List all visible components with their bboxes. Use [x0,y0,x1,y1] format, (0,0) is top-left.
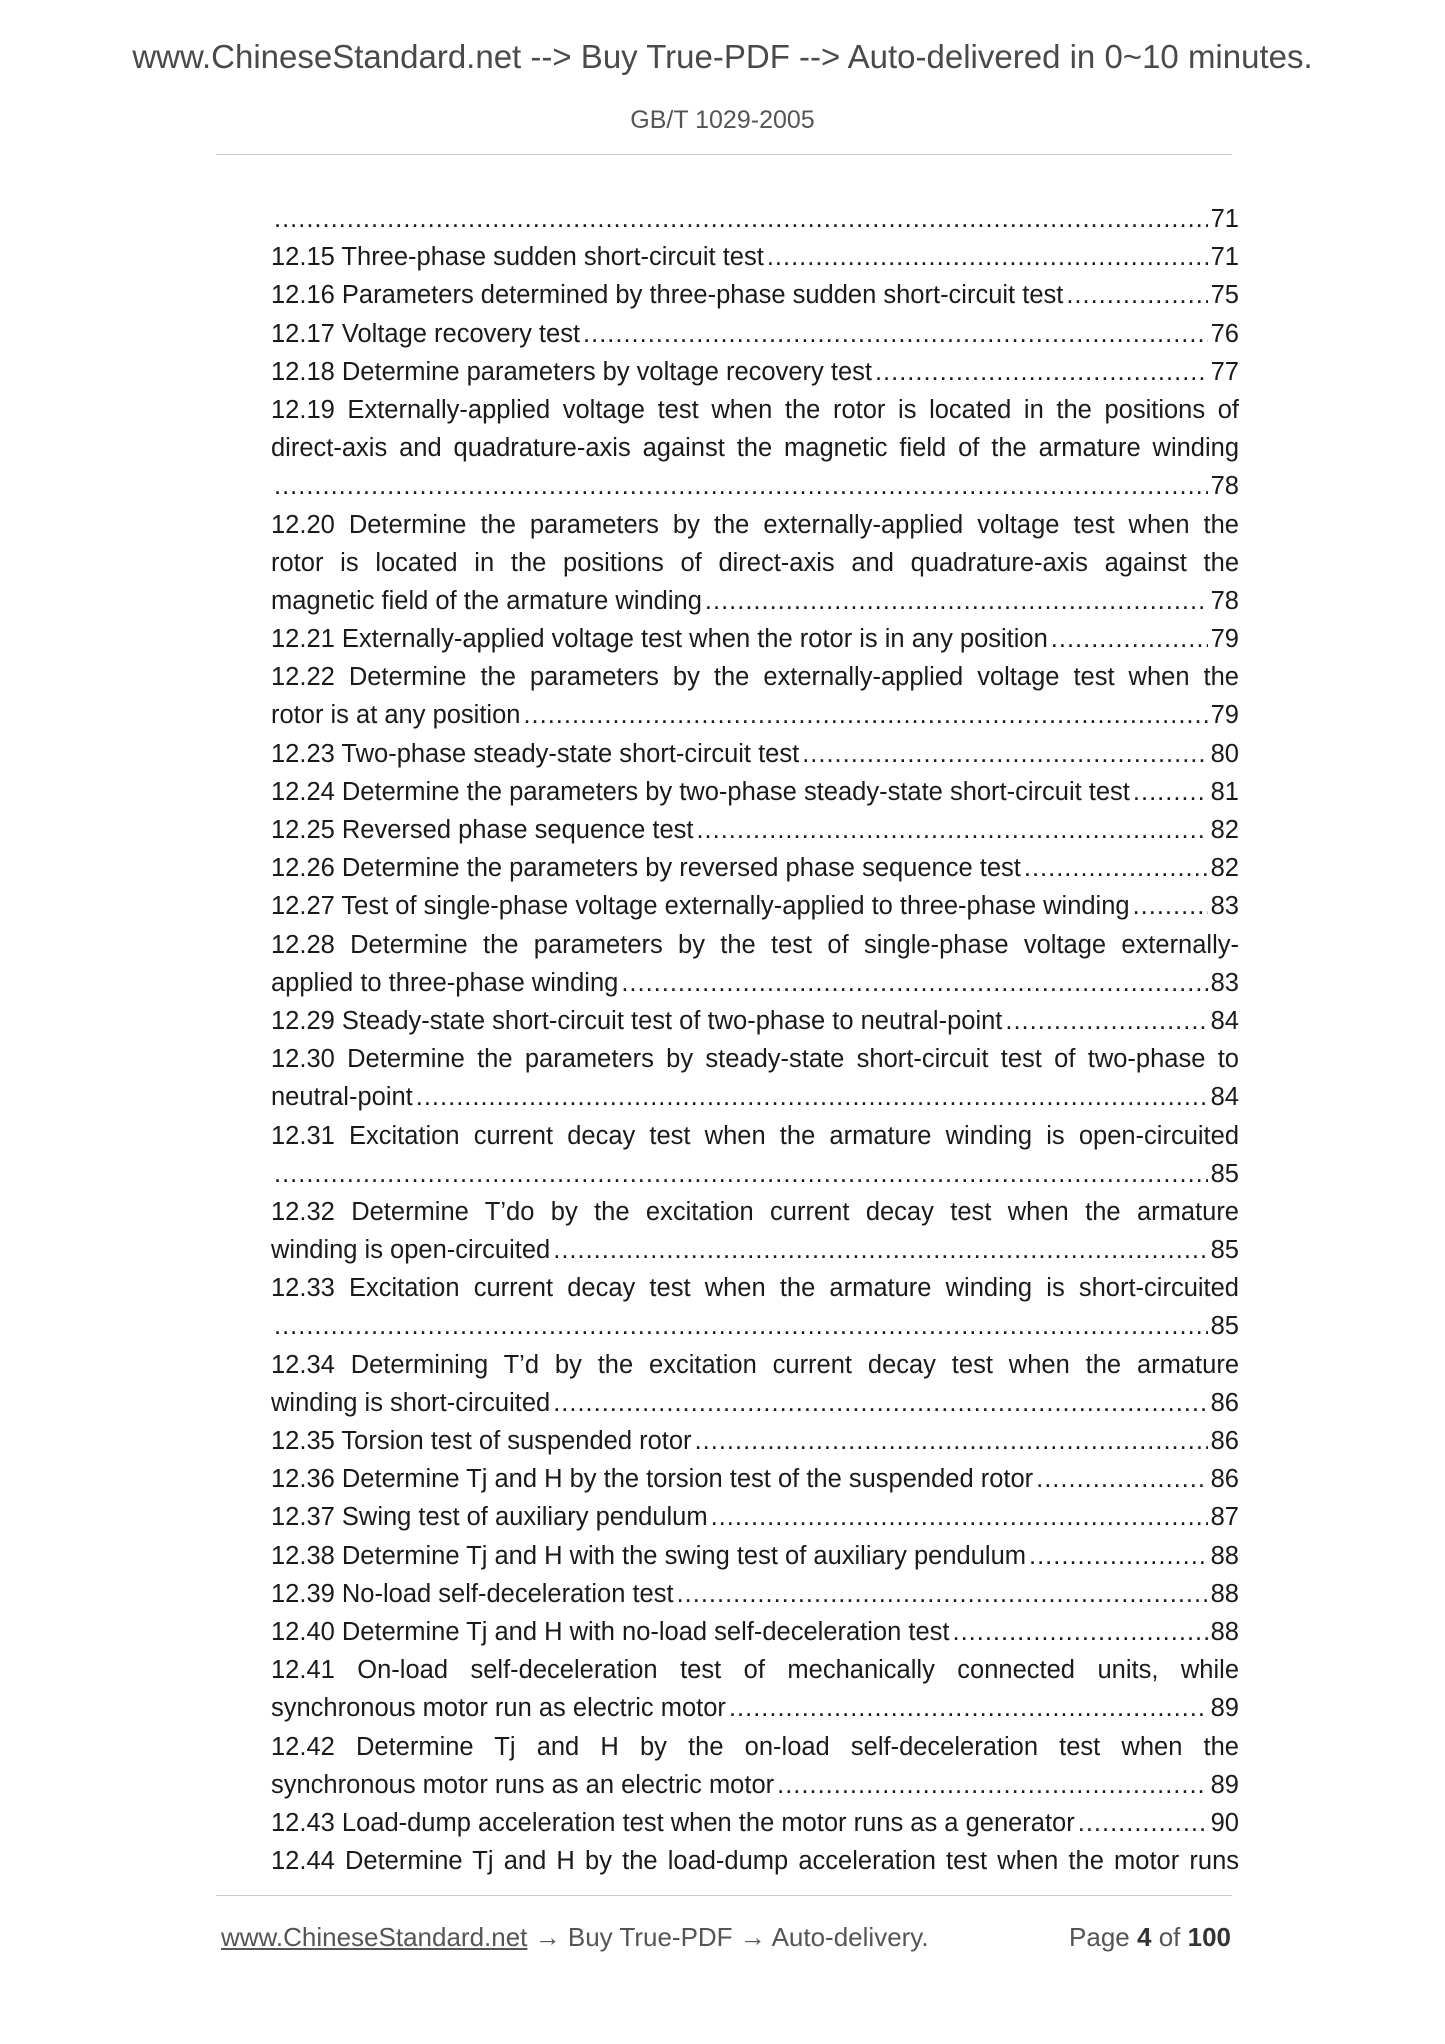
toc-line[interactable] [271,1040,1239,1078]
toc-line[interactable] [271,773,1239,811]
toc-line[interactable] [271,506,1239,544]
toc-entry-title: 12.37 Swing test of auxiliary pendulum [271,1503,708,1532]
toc-line[interactable] [271,696,1239,734]
toc-entry-title: 12.22 Determine the parameters by the externally-applied voltage test when the [271,663,1239,692]
toc-dot-leader [802,735,1207,773]
site-banner: www.ChineseStandard.net --> Buy True-PDF --> Auto-delivered in 0~10 minutes. [132,38,1313,75]
toc-line[interactable] [271,353,1239,391]
toc-dot-leader [1036,1460,1207,1498]
toc-line[interactable] [271,1269,1239,1307]
toc-page-number: 86 [1210,1465,1239,1494]
toc-entry-title: applied to three-phase winding [271,968,619,997]
toc-page-number: 87 [1210,1503,1239,1532]
toc-entry-title: 12.34 Determining T’d by the excitation current decay test when the armature [271,1350,1239,1379]
toc-line[interactable] [271,1231,1239,1269]
toc-dot-leader [677,1575,1208,1613]
toc-page-number: 79 [1210,625,1239,654]
toc-dot-leader [777,1766,1207,1804]
toc-line[interactable] [271,1422,1239,1460]
toc-page-number: 88 [1210,1579,1239,1608]
toc-line[interactable] [271,315,1239,353]
toc-line[interactable] [271,1651,1239,1689]
page-indicator [1069,1922,1231,1953]
toc-line[interactable] [271,658,1239,696]
toc-entry-title: 12.29 Steady-state short-circuit test of two-phase to neutral-point [271,1006,1003,1035]
toc-page-number: 82 [1210,854,1239,883]
toc-line[interactable] [271,429,1239,467]
toc-dot-leader [274,200,1208,238]
toc-line[interactable] [271,1002,1239,1040]
toc-page-number: 79 [1210,701,1239,730]
toc-line[interactable] [271,1804,1239,1842]
toc-dot-leader [1005,1002,1207,1040]
toc-line[interactable] [271,1537,1239,1575]
toc-entry-title: 12.33 Excitation current decay test when the armature winding is short-circuited [271,1274,1239,1303]
footer-site-link[interactable]: www.ChineseStandard.net [221,1922,528,1952]
toc-line[interactable] [271,1384,1239,1422]
toc-dot-leader [705,582,1208,620]
toc-line[interactable] [271,276,1239,314]
toc-page-number: 88 [1210,1541,1239,1570]
toc-page-number: 90 [1210,1808,1239,1837]
toc-page-number: 86 [1210,1388,1239,1417]
toc-line[interactable] [271,1307,1239,1345]
toc-dot-leader [416,1078,1208,1116]
toc-entry-title: winding is open-circuited [271,1236,551,1265]
toc-dot-leader [695,1422,1208,1460]
toc-page-number: 89 [1210,1694,1239,1723]
toc-page-number: 71 [1210,243,1239,272]
toc-page-number: 81 [1210,777,1239,806]
toc-dot-leader [875,353,1208,391]
toc-dot-leader [952,1613,1207,1651]
toc-line[interactable] [271,391,1239,429]
toc-entry-title: synchronous motor runs as an electric motor [271,1770,775,1799]
toc-entry-title: 12.44 Determine Tj and H by the load-dump acceleration test when the motor runs [271,1847,1239,1876]
toc-entry-title: 12.36 Determine Tj and H by the torsion test of the suspended rotor [271,1465,1034,1494]
toc-dot-leader [274,467,1208,505]
toc-page-number: 85 [1210,1312,1239,1341]
toc-dot-leader [1051,620,1208,658]
toc-entry-title: 12.25 Reversed phase sequence test [271,816,694,844]
toc-entry-title: 12.41 On-load self-deceleration test of mechanically connected units, while [271,1656,1239,1685]
page-current: 4 [1136,1922,1152,1952]
toc-entry-title: 12.15 Three-phase sudden short-circuit test [271,243,764,272]
toc-line[interactable] [271,467,1239,505]
page-label: Page [1069,1922,1130,1952]
toc-line[interactable] [271,1117,1239,1155]
of-label: of [1158,1922,1181,1952]
toc-line[interactable] [271,1155,1239,1193]
toc-line[interactable] [271,964,1239,1002]
toc-dot-leader [583,315,1208,353]
toc-dot-leader [729,1689,1208,1727]
toc-page-number: 89 [1210,1770,1239,1799]
toc-line[interactable] [271,811,1239,849]
page-footer [221,1922,1231,1953]
toc-line[interactable] [271,1728,1239,1766]
toc-entry-title: 12.30 Determine the parameters by steady-state short-circuit test of two-phase to [271,1045,1239,1074]
toc-page-number: 80 [1210,739,1239,768]
toc-entry-title: 12.28 Determine the parameters by the test of single-phase voltage externally- [271,930,1239,959]
toc-line[interactable] [271,887,1239,925]
toc-line[interactable] [271,200,1239,238]
toc-entry-title: 12.20 Determine the parameters by the externally-applied voltage test when the [271,510,1239,539]
toc-entry-title: rotor is at any position [271,701,521,730]
toc-entry-title: 12.23 Two-phase steady-state short-circuit test [271,739,800,768]
toc-entry-title: 12.27 Test of single-phase voltage externally-applied to three-phase winding [271,892,1130,921]
toc-entry-title: 12.32 Determine T’do by the excitation current decay test when the armature [271,1197,1239,1226]
toc-dot-leader [274,1155,1208,1193]
toc-line[interactable] [271,1613,1239,1651]
toc-page-number: 76 [1210,319,1239,348]
toc-page-number: 84 [1210,1083,1239,1112]
toc-line[interactable] [271,620,1239,658]
toc-page-number: 82 [1210,816,1239,844]
toc-page-number: 86 [1210,1427,1239,1455]
standard-code: GB/T 1029-2005 [630,106,815,134]
toc-entry-title: 12.16 Parameters determined by three-phase sudden short-circuit test [271,281,1064,310]
toc-line[interactable] [271,735,1239,773]
toc-dot-leader [553,1384,1207,1422]
toc-line[interactable] [271,849,1239,887]
toc-entry-title: neutral-point [271,1083,413,1112]
toc-line[interactable] [271,1078,1239,1116]
toc-line[interactable] [271,1346,1239,1384]
toc-page-number: 88 [1210,1617,1239,1646]
toc-dot-leader [1024,849,1208,887]
toc-dot-leader [621,964,1207,1002]
toc-line[interactable] [271,582,1239,620]
toc-entry-title: 12.19 Externally-applied voltage test when the rotor is located in the positions of [271,395,1239,424]
toc-line[interactable] [271,238,1239,276]
toc-entry-title: 12.31 Excitation current decay test when the armature winding is open-circuited [271,1121,1239,1150]
toc-page-number: 78 [1210,586,1239,615]
toc-line[interactable] [271,1842,1239,1880]
toc-page-number: 71 [1210,205,1239,233]
toc-dot-leader [523,696,1207,734]
toc-line[interactable] [271,544,1239,582]
toc-line[interactable] [271,926,1239,964]
toc-page-number: 85 [1210,1236,1239,1265]
toc-entry-title: direct-axis and quadrature-axis against the magnetic field of the armature winding [271,434,1239,463]
toc-line[interactable] [271,1689,1239,1727]
toc-dot-leader [1078,1804,1208,1842]
toc-page-number: 84 [1210,1006,1239,1035]
toc-entry-title: 12.43 Load-dump acceleration test when the motor runs as a generator [271,1808,1075,1837]
toc-page-number: 83 [1210,892,1239,921]
toc-entry-title: 12.42 Determine Tj and H by the on-load self-deceleration test when the [271,1732,1239,1761]
toc-entry-title: 12.17 Voltage recovery test [271,319,581,348]
toc-entry-title: 12.39 No-load self-deceleration test [271,1579,674,1608]
toc-dot-leader [1133,773,1208,811]
header-divider [216,154,1232,155]
toc-entry-title: 12.40 Determine Tj and H with no-load self-deceleration test [271,1617,950,1646]
toc-line[interactable] [271,1460,1239,1498]
toc-dot-leader [553,1231,1207,1269]
toc-entry-title: 12.18 Determine parameters by voltage recovery test [271,357,872,386]
toc-dot-leader [274,1307,1208,1345]
toc-page-number: 78 [1210,472,1239,501]
toc-line[interactable] [271,1498,1239,1536]
toc-entry-title: 12.24 Determine the parameters by two-phase steady-state short-circuit test [271,777,1130,806]
toc-line[interactable] [271,1193,1239,1231]
toc-page-number: 77 [1210,357,1239,386]
toc-entry-title: 12.38 Determine Tj and H with the swing test of auxiliary pendulum [271,1541,1027,1570]
toc-dot-leader [696,811,1207,849]
toc-entry-title: magnetic field of the armature winding [271,586,702,615]
toc-entry-title: 12.35 Torsion test of suspended rotor [271,1427,692,1455]
footer-tagline: → Buy True-PDF → Auto-delivery. [527,1922,929,1952]
toc-line[interactable] [271,1766,1239,1804]
footer-divider [216,1895,1232,1896]
toc-page-number: 83 [1210,968,1239,997]
page-total: 100 [1187,1922,1231,1952]
toc-dot-leader [1066,276,1207,314]
toc-dot-leader [1133,887,1208,925]
toc-dot-leader [1029,1537,1208,1575]
toc-entry-title: synchronous motor run as electric motor [271,1694,726,1723]
toc-dot-leader [767,238,1208,276]
toc-entry-title: 12.21 Externally-applied voltage test when the rotor is in any position [271,625,1048,654]
table-of-contents [271,200,1239,1880]
toc-page-number: 85 [1210,1159,1239,1188]
toc-line[interactable] [271,1575,1239,1613]
toc-entry-title: 12.26 Determine the parameters by reversed phase sequence test [271,854,1021,883]
toc-entry-title: rotor is located in the positions of direct-axis and quadrature-axis against the [271,548,1239,577]
toc-page-number: 75 [1210,281,1239,310]
toc-entry-title: winding is short-circuited [271,1388,551,1417]
toc-dot-leader [711,1498,1208,1536]
